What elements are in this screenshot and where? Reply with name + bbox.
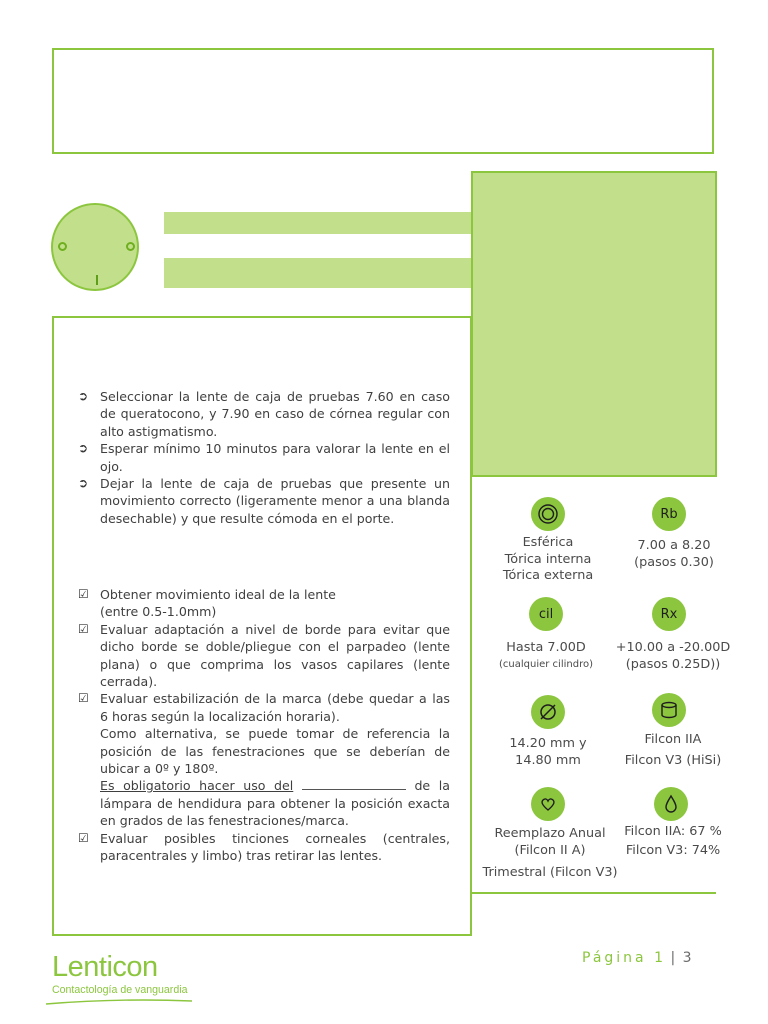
divider bbox=[472, 892, 716, 894]
list-item: ➲ Esperar mínimo 10 minutos para valorar la lente en el ojo. bbox=[78, 441, 450, 474]
rb-icon: Rb bbox=[652, 497, 686, 531]
arrow-bullet-icon: ➲ bbox=[78, 389, 89, 403]
cil-caption: Hasta 7.00D (cualquier cilindro) bbox=[499, 640, 593, 670]
cil-icon: cil bbox=[529, 597, 563, 631]
replacement-caption: Reemplazo Anual (Filcon II A) Trimestral (Filcon V3) bbox=[482, 826, 618, 880]
blank-underline bbox=[302, 777, 406, 790]
list-item: ➲ Seleccionar la lente de caja de pruebas 7.60 en caso de queratocono, y 7.90 en caso de córnea regular con alto astigmatismo. bbox=[78, 389, 450, 439]
geometry-caption: Esférica Tórica interna Tórica externa bbox=[502, 535, 594, 583]
logo-swoosh-icon bbox=[44, 996, 194, 1006]
concentric-circles-icon bbox=[531, 497, 565, 531]
checkbox-icon: ☑ bbox=[78, 691, 89, 706]
lens-mark bbox=[96, 275, 98, 285]
list-item: ☑ Obtener movimiento ideal de la lente (entre 0.5-1.0mm) bbox=[78, 587, 336, 620]
title-bar-1 bbox=[164, 212, 471, 234]
drop-icon bbox=[654, 787, 688, 821]
logo: Lenticon bbox=[52, 951, 158, 983]
rx-caption: +10.00 a -20.00D (pasos 0.25D)) bbox=[615, 640, 731, 672]
list-item: ➲ Dejar la lente de caja de pruebas que presente un movimiento correcto (ligeramente menor a una blanda desechable) y que resulte cómoda en el porte. bbox=[78, 476, 450, 526]
rb-caption: 7.00 a 8.20 (pasos 0.30) bbox=[634, 538, 714, 570]
list-item: ☑ Evaluar estabilización de la marca (debe quedar a las 6 horas según la localización horaria). Como alternativa, se puede tomar de referencia la posición de las fenestraciones que se deberían de ubicar a 0º y 180º. Es obligatorio hacer uso del de la lámpara de hendidura para obtener la posición exacta en grados de las fenestraciones/marca. bbox=[78, 691, 450, 829]
list-item: ☑ Evaluar adaptación a nivel de borde para evitar que dicho borde se doble/pliegue con el parpadeo (lente plana) o que comprima los vasos capilares (lente cerrada). bbox=[78, 621, 450, 690]
rx-icon: Rx bbox=[652, 597, 686, 631]
diameter-caption: 14.20 mm y 14.80 mm bbox=[509, 736, 587, 768]
logo-tagline: Contactología de vanguardia bbox=[52, 984, 188, 996]
water-caption: Filcon IIA: 67 % Filcon V3: 74% bbox=[624, 824, 722, 858]
arrow-bullet-icon: ➲ bbox=[78, 476, 89, 491]
checklist bbox=[78, 586, 450, 865]
cylinder-icon bbox=[652, 693, 686, 727]
title-bar-2 bbox=[164, 258, 471, 288]
heart-icon bbox=[531, 787, 565, 821]
list-item: ☑ Evaluar posibles tinciones corneales (centrales, paracentrales y limbo) tras retirar las lentes. bbox=[78, 830, 450, 864]
lens-fenestration-right bbox=[126, 242, 135, 251]
header-frame bbox=[52, 48, 714, 154]
checkbox-icon: ☑ bbox=[78, 621, 89, 636]
side-panel bbox=[471, 171, 717, 477]
instructions-list bbox=[78, 388, 450, 527]
diameter-icon bbox=[531, 695, 565, 729]
checkbox-icon: ☑ bbox=[78, 587, 89, 601]
material-caption: Filcon IIA Filcon V3 (HiSi) bbox=[624, 732, 722, 768]
page-number: Página 1 | 3 bbox=[582, 950, 692, 966]
checkbox-icon: ☑ bbox=[78, 830, 89, 845]
lens-fenestration-left bbox=[58, 242, 67, 251]
arrow-bullet-icon: ➲ bbox=[78, 441, 89, 456]
